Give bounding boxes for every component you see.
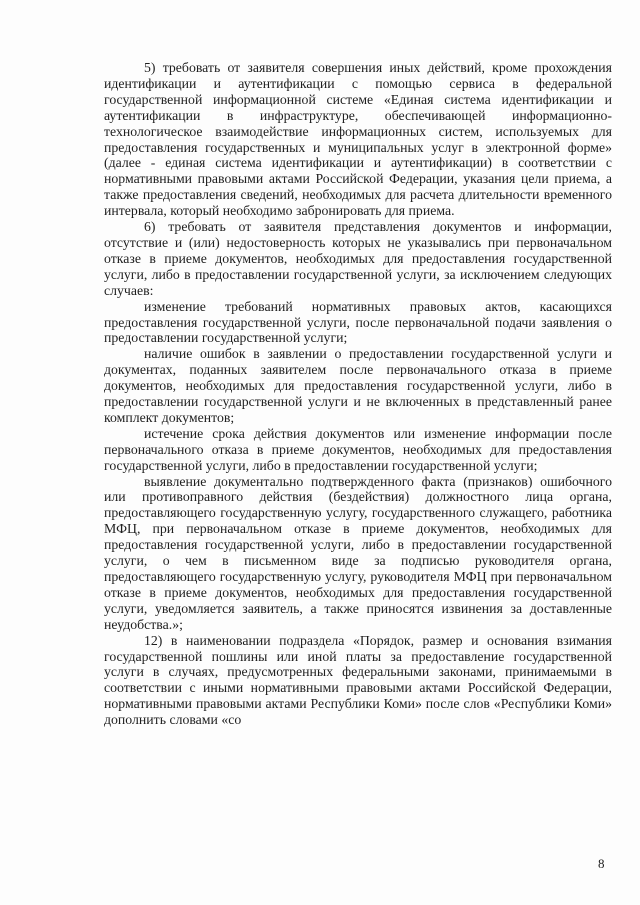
paragraph-item-6: 6) требовать от заявителя представления документов и информации, отсутствие и (или) недостоверность которых не указывались при первоначальном отказе в приеме документов, необходимых для предоставления государственной услуги, либо в предоставлении государственной услуги, за исключением следующих случаев:	[104, 219, 612, 298]
paragraph-exception-1: изменение требований нормативных правовых актов, касающихся предоставления государственной услуги, после первоначальной подачи заявления о предоставлении государственной услуги;	[104, 298, 612, 346]
paragraph-exception-4: выявление документально подтвержденного факта (признаков) ошибочного или противоправного действия (бездействия) должностного лица органа, предоставляющего государственную услугу, государственного служащего, работника МФЦ, при первоначальном отказе в приеме документов, необходимых для предоставления государственной услуги, либо в предоставлении государственной услуги, о чем в письменном виде за подписью руководителя органа, предоставляющего государственную услугу, руководителя МФЦ при первоначальном отказе в приеме документов, необходимых для предоставления государственной услуги, уведомляется заявитель, а также приносятся извинения за доставленные неудобства.»;	[104, 473, 612, 632]
document-body	[104, 60, 612, 728]
page-number: 8	[598, 856, 605, 871]
paragraph-exception-2: наличие ошибок в заявлении о предоставлении государственной услуги и документах, поданных заявителем после первоначального отказа в приеме документов, необходимых для предоставления государственной услуги, либо в предоставлении государственной услуги и не включенных в представленный ранее комплект документов;	[104, 346, 612, 425]
paragraph-item-5: 5) требовать от заявителя совершения иных действий, кроме прохождения идентификации и аутентификации с помощью сервиса в федеральной государственной информационной системе «Единая система идентификации и аутентификации в инфраструктуре, обеспечивающей информационно-технологическое взаимодействие информационных систем, используемых для предоставления государственных и муниципальных услуг в электронной форме» (далее - единая система идентификации и аутентификации) в соответствии с нормативными правовыми актами Российской Федерации, указания цели приема, а также предоставления сведений, необходимых для расчета длительности временного интервала, который необходимо забронировать для приема.	[104, 60, 612, 219]
paragraph-item-12: 12) в наименовании подраздела «Порядок, размер и основания взимания государственной пошлины или иной платы за предоставление государственной услуги в случаях, предусмотренных федеральными законами, принимаемыми в соответствии с иными нормативными правовыми актами Российской Федерации, нормативными правовыми актами Республики Коми» после слов «Республики Коми» дополнить словами «со	[104, 632, 612, 728]
paragraph-exception-3: истечение срока действия документов или изменение информации после первоначального отказа в приеме документов, необходимых для предоставления государственной услуги, либо в предоставлении государственной услуги;	[104, 425, 612, 473]
